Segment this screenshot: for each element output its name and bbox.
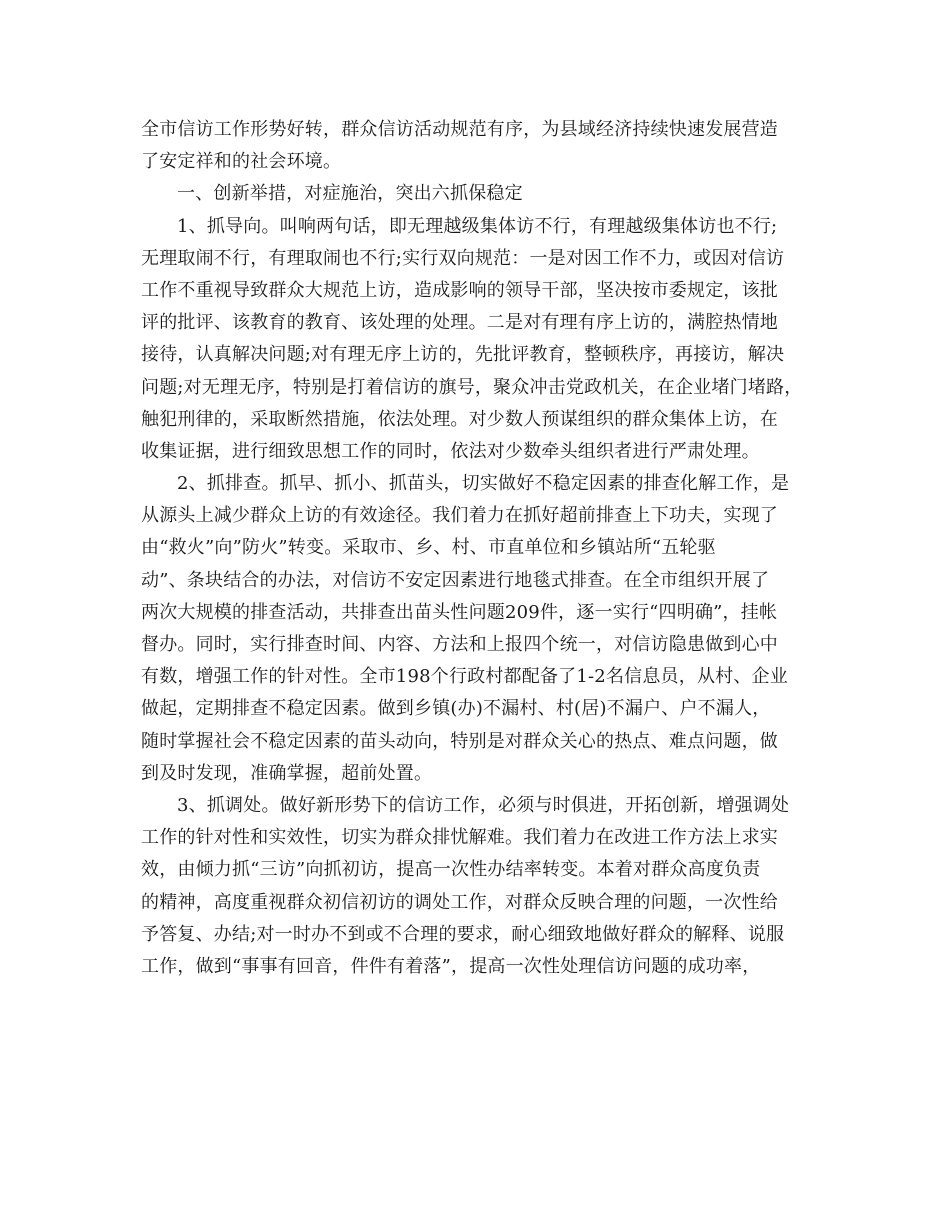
document-body bbox=[141, 114, 821, 983]
text-line: 的精神，高度重视群众初信初访的调处工作，对群众反映合理的问题，一次性给 bbox=[141, 891, 778, 913]
text-line: 予答复、办结;对一时办不到或不合理的要求，耐心细致地做好群众的解释、说服 bbox=[141, 923, 785, 945]
paragraph-start-line: 2、抓排查。抓早、抓小、抓苗头，切实做好不稳定因素的排查化解工作，是 bbox=[177, 473, 790, 495]
text-line: 由“救火”向”防火”转变。采取市、乡、村、市直单位和乡镇站所“五轮驱 bbox=[141, 537, 716, 559]
paragraph-start-line: 1、抓导向。叫响两句话，即无理越级集体访不行，有理越级集体访也不行; bbox=[177, 215, 778, 237]
text-line: 工作的针对性和实效性，切实为群众排忧解难。我们着力在改进工作方法上求实 bbox=[141, 827, 778, 849]
paragraph-start-line: 3、抓调处。做好新形势下的信访工作，必须与时俱进，开拓创新，增强调处 bbox=[177, 794, 790, 816]
text-line: 全市信访工作形势好转，群众信访活动规范有序，为县域经济持续快速发展营造 bbox=[141, 119, 778, 140]
text-line: 评的批评、该教育的教育、该处理的处理。二是对有理有序上访的，满腔热情地 bbox=[141, 312, 778, 334]
section-heading: 一、创新举措，对症施治，突出六抓保稳定 bbox=[177, 183, 523, 205]
text-line: 触犯刑律的，采取断然措施，依法处理。对少数人预谋组织的群众集体上访，在 bbox=[141, 408, 778, 430]
text-line: 效，由倾力抓“三访”向抓初访，提高一次性办结率转变。本着对群众高度负责 bbox=[141, 859, 761, 881]
text-line: 无理取闹不行，有理取闹也不行;实行双向规范：一是对因工作不力，或因对信访 bbox=[141, 247, 785, 269]
text-line: 接待，认真解决问题;对有理无序上访的，先批评教育，整顿秩序，再接访，解决 bbox=[141, 344, 785, 366]
text-line: 做起，定期排查不稳定因素。做到乡镇(办)不漏村、村(居)不漏户、户不漏人， bbox=[141, 698, 771, 720]
text-line: 督办。同时，实行排查时间、内容、方法和上报四个统一，对信访隐患做到心中 bbox=[141, 634, 778, 655]
text-line: 从源头上减少群众上访的有效途径。我们着力在抓好超前排查上下功夫，实现了 bbox=[141, 505, 778, 527]
text-line: 工作不重视导致群众大规范上访，造成影响的领导干部，坚决按市委规定，该批 bbox=[141, 279, 778, 301]
text-line: 动”、条块结合的办法，对信访不安定因素进行地毯式排查。在全市组织开展了 bbox=[141, 569, 770, 591]
text-line: 工作，做到“事事有回音，件件有着落”，提高一次性处理信访问题的成功率， bbox=[141, 955, 761, 977]
text-line: 两次大规模的排查活动，共排查出苗头性问题209件，逐一实行“四明确”，挂帐 bbox=[141, 601, 778, 623]
text-line: 问题;对无理无序，特别是打着信访的旗号，聚众冲击党政机关，在企业堵门堵路， bbox=[141, 376, 803, 398]
text-line: 有数，增强工作的针对性。全市198个行政村都配备了1-2名信息员，从村、企业 bbox=[141, 666, 788, 688]
text-line: 了安定祥和的社会环境。 bbox=[141, 151, 342, 173]
text-line: 收集证据，进行细致思想工作的同时，依法对少数牵头组织者进行严肃处理。 bbox=[141, 440, 760, 462]
text-line: 随时掌握社会不稳定因素的苗头动向，特别是对群众关心的热点、难点问题，做 bbox=[141, 730, 778, 752]
text-line: 到及时发现，准确掌握，超前处置。 bbox=[141, 762, 433, 784]
